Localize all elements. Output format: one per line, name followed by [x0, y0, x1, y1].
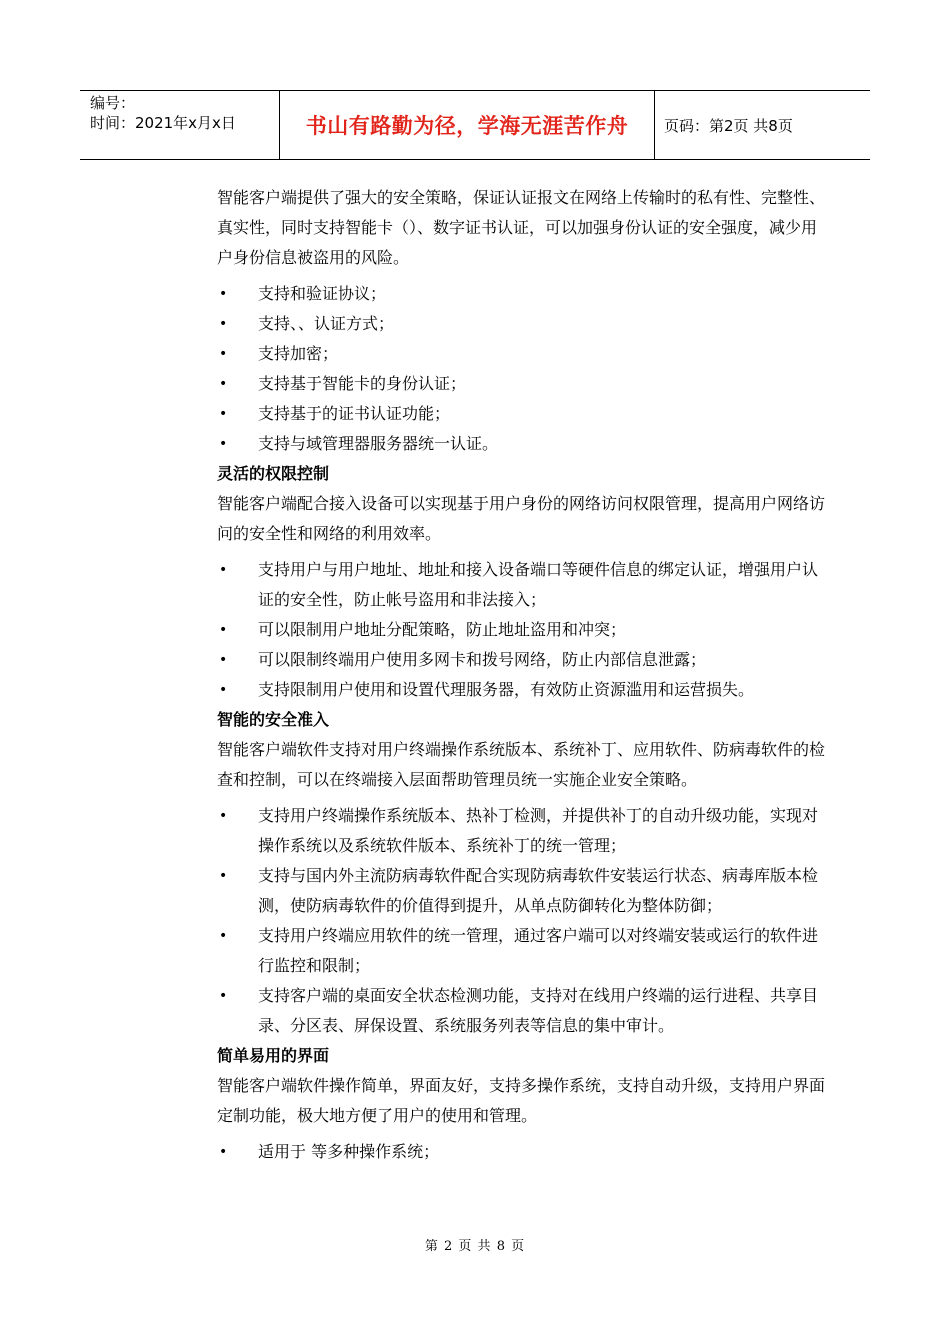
list-item: • 支持用户终端应用软件的统一管理，通过客户端可以对终端安装或运行的软件进行监控和限制；	[217, 921, 827, 981]
section-heading: 灵活的权限控制	[217, 464, 330, 483]
list-item: • 支持与域管理器服务器统一认证。	[217, 429, 827, 459]
intro-paragraph: 智能客户端提供了强大的安全策略，保证认证报文在网络上传输时的私有性、完整性、真实性，同时支持智能卡（）、数字证书认证，可以加强身份认证的安全强度，减少用户身份信息被盗用的风险。	[217, 188, 826, 267]
section-paragraph: 智能客户端配合接入设备可以实现基于用户身份的网络访问权限管理，提高用户网络访问的安全性和网络的利用效率。	[217, 494, 826, 543]
document-body	[217, 183, 827, 1167]
list-item: • 可以限制终端用户使用多网卡和拨号网络，防止内部信息泄露；	[217, 645, 827, 675]
header-page-label: 页码：第2页 共8页	[664, 116, 793, 135]
security-feature-list	[217, 279, 827, 459]
list-item: • 支持基于的证书认证功能；	[217, 399, 827, 429]
list-item: • 支持加密；	[217, 339, 827, 369]
list-item: • 支持和验证协议；	[217, 279, 827, 309]
list-item: • 支持客户端的桌面安全状态检测功能，支持对在线用户终端的运行进程、共享目录、分区表、屏保设置、系统服务列表等信息的集中审计。	[217, 981, 827, 1041]
list-item: • 可以限制用户地址分配策略，防止地址盗用和冲突；	[217, 615, 827, 645]
list-item: • 支持限制用户使用和设置代理服务器，有效防止资源滥用和运营损失。	[217, 675, 827, 705]
section-paragraph: 智能客户端软件支持对用户终端操作系统版本、系统补丁、应用软件、防病毒软件的检查和控制，可以在终端接入层面帮助管理员统一实施企业安全策略。	[217, 740, 826, 789]
header-meta	[80, 91, 280, 159]
section-paragraph: 智能客户端软件操作简单，界面友好，支持多操作系统，支持自动升级，支持用户界面定制功能，极大地方便了用户的使用和管理。	[217, 1076, 826, 1125]
section-heading: 智能的安全准入	[217, 710, 330, 729]
list-item: • 支持用户与用户地址、地址和接入设备端口等硬件信息的绑定认证，增强用户认证的安全性，防止帐号盗用和非法接入；	[217, 555, 827, 615]
interface-list	[217, 1137, 827, 1167]
list-item: • 适用于 等多种操作系统；	[217, 1137, 827, 1167]
serial-label: 编号：	[90, 94, 136, 112]
header-motto: 书山有路勤为径，学海无涯苦作舟	[280, 91, 655, 159]
page-footer: 第 2 页 共 8 页	[424, 1239, 526, 1254]
page-header	[80, 90, 870, 160]
list-item: • 支持与国内外主流防病毒软件配合实现防病毒软件安装运行状态、病毒库版本检测，使防病毒软件的价值得到提升，从单点防御转化为整体防御；	[217, 861, 827, 921]
permission-list	[217, 555, 827, 705]
section-heading: 简单易用的界面	[217, 1046, 330, 1065]
list-item: • 支持基于智能卡的身份认证；	[217, 369, 827, 399]
list-item: • 支持用户终端操作系统版本、热补丁检测，并提供补丁的自动升级功能，实现对操作系统以及系统软件版本、系统补丁的统一管理；	[217, 801, 827, 861]
admission-list	[217, 801, 827, 1041]
time-label: 时间：2021年x月x日	[90, 114, 236, 132]
list-item: • 支持、、认证方式；	[217, 309, 827, 339]
